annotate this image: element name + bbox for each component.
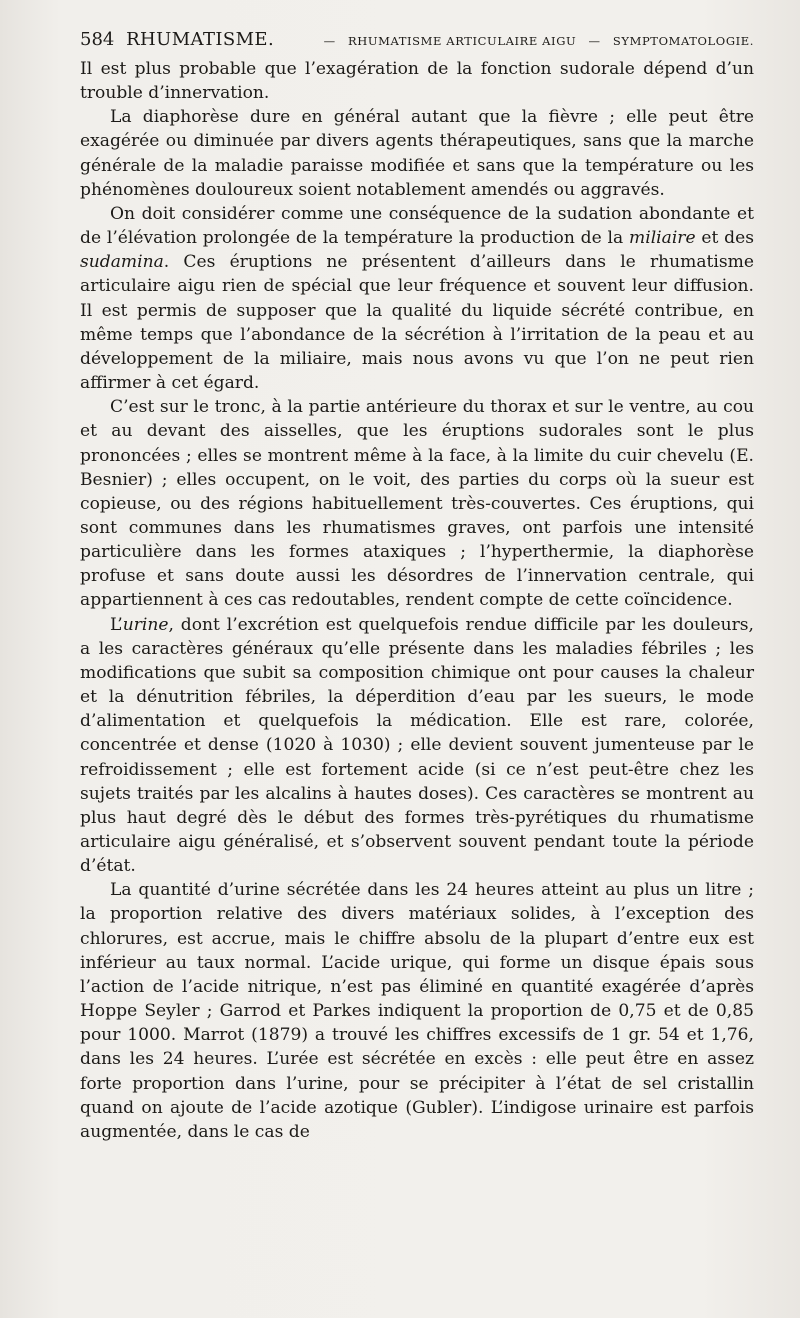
italic-term: urine	[122, 614, 169, 635]
chapter-title: RHUMATISME.	[126, 29, 275, 50]
text-run: L’	[110, 614, 123, 635]
body-text	[80, 57, 754, 1144]
section-title: RHUMATISME ARTICULAIRE AIGU	[347, 34, 577, 48]
paragraph	[80, 878, 754, 1144]
paragraph	[80, 57, 754, 105]
paragraph	[80, 395, 754, 612]
paragraph	[80, 202, 754, 395]
italic-term: miliaire	[629, 228, 696, 249]
text-run: On doit considérer comme une conséquence de la sudation abondante et de l’élévation prolongée de la température la production de la	[80, 203, 754, 249]
text-run: et des	[695, 228, 755, 249]
paragraph	[80, 613, 754, 879]
text-run: C’est sur le tronc, à la partie antérieure du thorax et sur le ventre, au cou et au devant des aisselles, que les éruptions sudorales sont le plus prononcées ; elles se montrent même à la face, à la limite du cuir chevelu (E. Besnier) ; elles occupent, on le voit, des parties du corps où la sueur est copieuse, ou des régions habituellement très-couvertes. Ces éruptions, qui sont communes dans les rhumatismes graves, ont parfois une intensité particulière dans les formes ataxiques ; l’hyperthermie, la diaphorèse profuse et sans doute aussi les désordres de l’innervation centrale, qui appartiennent à ces cas redoutables, rendent compte de cette coïncidence.	[80, 397, 754, 611]
text-run: Il est plus probable que l’exagération de la fonction sudorale dépend d’un trouble d’innervation.	[80, 59, 754, 104]
text-run: La diaphorèse dure en général autant que la fièvre ; elle peut être exagérée ou diminuée par divers agents thérapeutiques, sans que la marche générale de la maladie paraisse modifiée et sans que la température ou les phénomènes douloureux soient notablement amendés ou aggravés.	[80, 107, 754, 200]
header-dash: —	[588, 34, 601, 48]
text-run: , dont l’excrétion est quelquefois rendue difficile par les douleurs, a les caractères généraux qu’elle présente dans les maladies fébriles ; les modifications que subit sa composition chimique ont pour causes la chaleur et la dénutrition fébriles, la déperdition d’eau par les sueurs, le mode d’alimentation et quelquefois la médication. Elle est rare, colorée, concentrée et dense (1020 à 1030) ; elle devient souvent jumenteuse par le refroidissement ; elle est fortement acide (si ce n’est peut-être chez les sujets traités par les alcalins à hautes doses). Ces caractères se montrent au plus haut degré dès le début des formes très-pyrétiques du rhumatisme articulaire aigu généralisé, et s’observent souvent pendant toute la période d’état.	[80, 614, 754, 877]
header-dash: —	[323, 34, 336, 48]
page-number: 584	[80, 29, 115, 50]
text-run: . Ces éruptions ne présentent d’ailleurs dans le rhumatisme articulaire aigu rien de spécial que leur fréquence et souvent leur diffusion. Il est permis de supposer que la qualité du liquide sécrété contribue, en même temps que l’abondance de la sécrétion à l’irritation de la peau et au développement de la miliaire, mais nous avons vu que l’on ne peut rien affirmer à cet égard.	[80, 252, 754, 394]
running-head	[80, 28, 754, 53]
text-run: La quantité d’urine sécrétée dans les 24 heures atteint au plus un litre ; la proportion relative des divers matériaux solides, à l’exception des chlorures, est accrue, mais le chiffre absolu de la plupart d’entre eux est inférieur au taux normal. L’acide urique, qui forme un disque épais sous l’action de l’acide nitrique, n’est pas éliminé en quantité exagérée d’après Hoppe Seyler ; Garrod et Parkes indiquent la proportion de 0,75 et de 0,85 pour 1000. Marrot (1879) a trouvé les chiffres excessifs de 1 gr. 54 et 1,76, dans les 24 heures. L’urée est sécrétée en excès : elle peut être en assez forte proportion dans l’urine, pour se précipiter à l’état de sel cristallin quand on ajoute de l’acide azotique (Gubler). L’indigose urinaire est parfois augmentée, dans le cas de	[80, 880, 754, 1142]
italic-term: sudamina	[80, 252, 164, 273]
subsection-title: SYMPTOMATOLOGIE.	[612, 34, 754, 48]
paragraph	[80, 105, 754, 202]
